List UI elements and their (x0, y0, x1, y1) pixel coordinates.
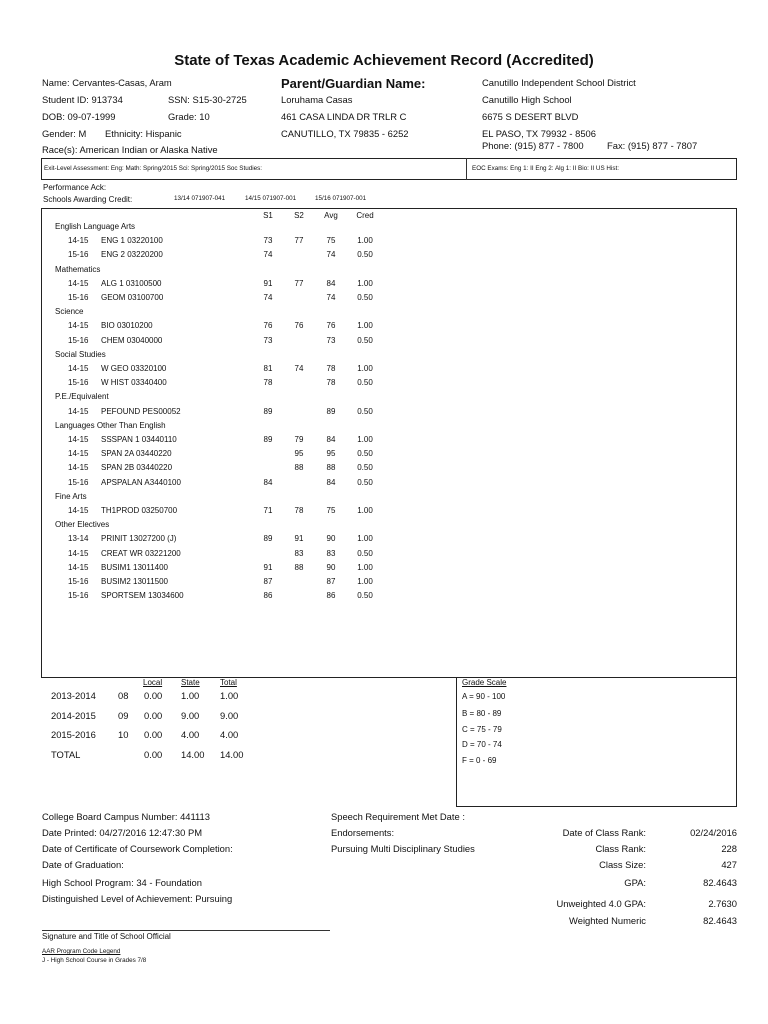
course-name: ENG 1 03220100 (101, 236, 163, 246)
course-credit: 0.50 (357, 406, 373, 416)
course-credit: 1.00 (357, 562, 373, 572)
course-year: 13-14 (68, 534, 89, 544)
course-credit: 1.00 (357, 506, 373, 515)
student-ethnicity: Ethnicity: Hispanic (105, 128, 182, 139)
credit-state: 14.00 (181, 749, 205, 760)
rank-stat-value: 82.4643 (703, 915, 737, 926)
col-avg: Avg (324, 211, 338, 220)
course-s1: 84 (263, 477, 273, 487)
course-credit: 0.50 (357, 378, 373, 388)
school-awarding-2: 14/15 071907-001 (245, 195, 297, 202)
col-s2: S2 (294, 211, 304, 220)
course-s2: 95 (294, 449, 304, 459)
school-district: Canutillo Independent School District (482, 77, 636, 88)
high-school-program: High School Program: 34 - Foundation (42, 877, 202, 888)
course-avg: 88 (326, 463, 336, 473)
student-race: Race(s): American Indian or Alaska Native (42, 144, 218, 155)
credit-header-total: Total (220, 678, 237, 687)
course-s1: 71 (263, 506, 273, 515)
course-s2: 74 (294, 364, 304, 373)
course-avg: 84 (326, 477, 336, 487)
course-credit: 0.50 (357, 591, 373, 601)
school-address1: 6675 S DESERT BLVD (482, 111, 579, 122)
course-year: 14-15 (68, 435, 89, 444)
rank-stat-label: GPA: (624, 877, 646, 888)
distinguished-level: Distinguished Level of Achievement: Pursuing (42, 893, 233, 904)
course-s2: 79 (294, 435, 304, 444)
course-year: 15-16 (68, 250, 89, 260)
school-name: Canutillo High School (482, 94, 572, 105)
school-fax: Fax: (915) 877 - 7807 (607, 140, 698, 151)
rank-stat-value: 427 (721, 859, 737, 870)
subject-heading: Fine Arts (55, 491, 87, 501)
course-year: 14-15 (68, 321, 89, 331)
school-awarding-1: 13/14 071907-041 (174, 195, 226, 202)
student-name: Name: Cervantes-Casas, Aram (42, 77, 172, 88)
credit-local: 0.00 (144, 710, 163, 721)
course-credit: 1.00 (357, 364, 373, 373)
course-name: BUSIM1 13011400 (101, 562, 169, 572)
course-avg: 89 (326, 406, 336, 416)
course-name: PRINIT 13027200 (J) (101, 534, 177, 544)
course-credit: 1.00 (357, 321, 373, 331)
school-address2: EL PASO, TX 79932 - 8506 (482, 128, 596, 139)
course-avg: 95 (326, 449, 336, 459)
rank-stat-value: 228 (721, 843, 737, 854)
grade-scale-c: C = 75 - 79 (462, 725, 502, 734)
grade-scale-d: D = 70 - 74 (462, 740, 502, 749)
course-s1: 73 (263, 236, 273, 246)
rank-stat-label: Date of Class Rank: (562, 827, 646, 838)
course-s1: 87 (263, 577, 273, 586)
subject-heading: Other Electives (55, 520, 110, 530)
course-credit: 0.50 (357, 463, 373, 473)
legend-item: J - High School Course in Grades 7/8 (42, 957, 147, 964)
course-s2: 77 (294, 278, 304, 288)
credit-year: 2014-2015 (51, 710, 96, 721)
course-year: 14-15 (68, 278, 89, 288)
course-year: 14-15 (68, 562, 89, 572)
course-name: ENG 2 03220200 (101, 250, 163, 260)
course-year: 15-16 (68, 335, 89, 345)
grade-scale-a: A = 90 - 100 (462, 692, 506, 701)
course-s1: 76 (263, 321, 273, 331)
endorsements: Endorsements: (331, 827, 395, 838)
student-grade: Grade: 10 (168, 111, 210, 122)
signature-label: Signature and Title of School Official (42, 932, 171, 941)
course-name: SPAN 2A 03440220 (101, 449, 172, 459)
credit-grade: 10 (118, 729, 129, 740)
student-dob: DOB: 09-07-1999 (42, 111, 116, 122)
subject-heading: Social Studies (55, 349, 106, 359)
course-name: BUSIM2 13011500 (101, 577, 169, 586)
course-name: CREAT WR 03221200 (101, 548, 181, 558)
credit-year: TOTAL (51, 749, 81, 760)
course-avg: 84 (326, 435, 336, 444)
course-avg: 74 (326, 293, 336, 302)
course-s1: 91 (263, 562, 273, 572)
course-year: 15-16 (68, 577, 89, 586)
course-avg: 78 (326, 364, 336, 373)
date-printed: Date Printed: 04/27/2016 12:47:30 PM (42, 827, 203, 838)
course-year: 14-15 (68, 449, 89, 459)
rank-stat-value: 2.7630 (708, 898, 737, 909)
credit-state: 4.00 (181, 729, 200, 740)
credit-local: 0.00 (144, 749, 163, 760)
speech-requirement: Speech Requirement Met Date : (331, 811, 465, 822)
credit-total: 1.00 (220, 690, 239, 701)
graduation-date: Date of Graduation: (42, 859, 124, 870)
course-s2: 88 (294, 562, 304, 572)
course-avg: 86 (326, 591, 336, 601)
student-gender: Gender: M (42, 128, 87, 139)
exit-level-assessment: Exit-Level Assessment: Eng: Math: Spring/2015 Sci: Spring/2015 Soc Studies: (44, 165, 263, 172)
course-credit: 1.00 (357, 278, 373, 288)
rank-stat-label: Unweighted 4.0 GPA: (556, 898, 646, 909)
course-s1: 78 (263, 378, 273, 388)
schools-awarding-label: Schools Awarding Credit: (43, 195, 133, 204)
course-name: CHEM 03040000 (101, 335, 163, 345)
assessment-divider (466, 158, 467, 180)
course-s2: 88 (294, 463, 304, 473)
rank-stat-label: Class Rank: (595, 843, 646, 854)
course-name: BIO 03010200 (101, 321, 153, 331)
course-avg: 78 (326, 378, 336, 388)
rank-stat-label: Class Size: (599, 859, 646, 870)
rank-stat-value: 82.4643 (703, 877, 737, 888)
course-credit: 1.00 (357, 435, 373, 444)
course-name: SSSPAN 1 03440110 (101, 435, 177, 444)
course-s1: 91 (263, 278, 273, 288)
course-name: W HIST 03340400 (101, 378, 167, 388)
grade-scale-f: F = 0 - 69 (462, 756, 497, 765)
course-credit: 0.50 (357, 335, 373, 345)
course-name: W GEO 03320100 (101, 364, 167, 373)
course-avg: 75 (326, 506, 336, 515)
credit-state: 9.00 (181, 710, 200, 721)
school-phone: Phone: (915) 877 - 7800 (482, 140, 584, 151)
guardian-heading: Parent/Guardian Name: (281, 76, 426, 91)
course-avg: 75 (326, 236, 336, 246)
course-avg: 90 (326, 562, 336, 572)
guardian-name: Loruhama Casas (281, 94, 353, 105)
guardian-address2: CANUTILLO, TX 79835 - 6252 (281, 128, 409, 139)
course-avg: 74 (326, 250, 336, 260)
rank-stat-value: 02/24/2016 (690, 827, 737, 838)
legend-title: AAR Program Code Legend (42, 948, 121, 955)
course-credit: 1.00 (357, 534, 373, 544)
course-year: 15-16 (68, 378, 89, 388)
course-year: 15-16 (68, 477, 89, 487)
grade-scale-title: Grade Scale (462, 678, 507, 687)
course-name: ALG 1 03100500 (101, 278, 162, 288)
course-credit: 0.50 (357, 250, 373, 260)
course-s1: 89 (263, 435, 273, 444)
course-credit: 0.50 (357, 548, 373, 558)
course-name: PEFOUND PES00052 (101, 406, 181, 416)
course-name: SPORTSEM 13034600 (101, 591, 184, 601)
credit-header-state: State (181, 678, 200, 687)
course-year: 15-16 (68, 293, 89, 302)
course-year: 14-15 (68, 364, 89, 373)
credit-state: 1.00 (181, 690, 200, 701)
course-s1: 89 (263, 534, 273, 544)
col-s1: S1 (263, 211, 273, 220)
credit-local: 0.00 (144, 729, 163, 740)
page-title: State of Texas Academic Achievement Record (Accredited) (174, 52, 594, 69)
course-year: 14-15 (68, 506, 89, 515)
course-s2: 83 (294, 548, 304, 558)
campus-number: College Board Campus Number: 441113 (42, 811, 210, 822)
course-avg: 87 (326, 577, 336, 586)
course-avg: 76 (326, 321, 336, 331)
credit-year: 2013-2014 (51, 690, 96, 701)
student-id: Student ID: 913734 (42, 94, 123, 105)
course-s1: 81 (263, 364, 273, 373)
certificate-completion: Date of Certificate of Coursework Completion: (42, 843, 233, 854)
course-s1: 74 (263, 250, 273, 260)
course-s2: 91 (294, 534, 304, 544)
course-credit: 1.00 (357, 236, 373, 246)
course-credit: 0.50 (357, 293, 373, 302)
course-avg: 84 (326, 278, 336, 288)
subject-heading: Mathematics (55, 264, 101, 274)
subject-heading: P.E./Equivalent (55, 392, 109, 402)
course-s2: 78 (294, 506, 304, 515)
grade-scale-b: B = 80 - 89 (462, 709, 502, 718)
school-awarding-3: 15/16 071907-001 (315, 195, 367, 202)
course-credit: 0.50 (357, 477, 373, 487)
course-avg: 73 (326, 335, 336, 345)
credit-grade: 09 (118, 710, 129, 721)
credit-total: 4.00 (220, 729, 239, 740)
pursuing-endorsement: Pursuing Multi Disciplinary Studies (331, 843, 475, 854)
rank-stat-label: Weighted Numeric (569, 915, 646, 926)
credit-header-local: Local (143, 678, 163, 687)
credit-total: 9.00 (220, 710, 239, 721)
signature-line (42, 930, 330, 931)
course-name: GEOM 03100700 (101, 293, 164, 302)
course-year: 14-15 (68, 548, 89, 558)
course-year: 14-15 (68, 406, 89, 416)
performance-ack: Performance Ack: (43, 183, 107, 192)
course-avg: 83 (326, 548, 336, 558)
credit-total: 14.00 (220, 749, 244, 760)
subject-heading: English Language Arts (55, 222, 136, 231)
subject-heading: Languages Other Than English (55, 420, 166, 430)
course-name: TH1PROD 03250700 (101, 506, 178, 515)
credit-year: 2015-2016 (51, 729, 96, 740)
course-s1: 73 (263, 335, 273, 345)
course-avg: 90 (326, 534, 336, 544)
course-name: SPAN 2B 03440220 (101, 463, 173, 473)
course-s2: 77 (294, 236, 304, 246)
credit-grade: 08 (118, 690, 129, 701)
eoc-exams: EOC Exams: Eng 1: II Eng 2: Alg 1: II Bio: II US Hist: (472, 165, 619, 172)
course-year: 14-15 (68, 463, 89, 473)
guardian-address1: 461 CASA LINDA DR TRLR C (281, 111, 407, 122)
course-s1: 89 (263, 406, 273, 416)
course-name: APSPALAN A3440100 (101, 477, 181, 487)
course-s1: 74 (263, 293, 273, 302)
course-year: 15-16 (68, 591, 89, 601)
course-s2: 76 (294, 321, 304, 331)
course-credit: 1.00 (357, 577, 373, 586)
col-cred: Cred (356, 211, 374, 220)
course-year: 14-15 (68, 236, 89, 246)
subject-heading: Science (55, 307, 84, 317)
credit-local: 0.00 (144, 690, 163, 701)
course-credit: 0.50 (357, 449, 373, 459)
course-s1: 86 (263, 591, 273, 601)
student-ssn: SSN: S15-30-2725 (168, 94, 247, 105)
